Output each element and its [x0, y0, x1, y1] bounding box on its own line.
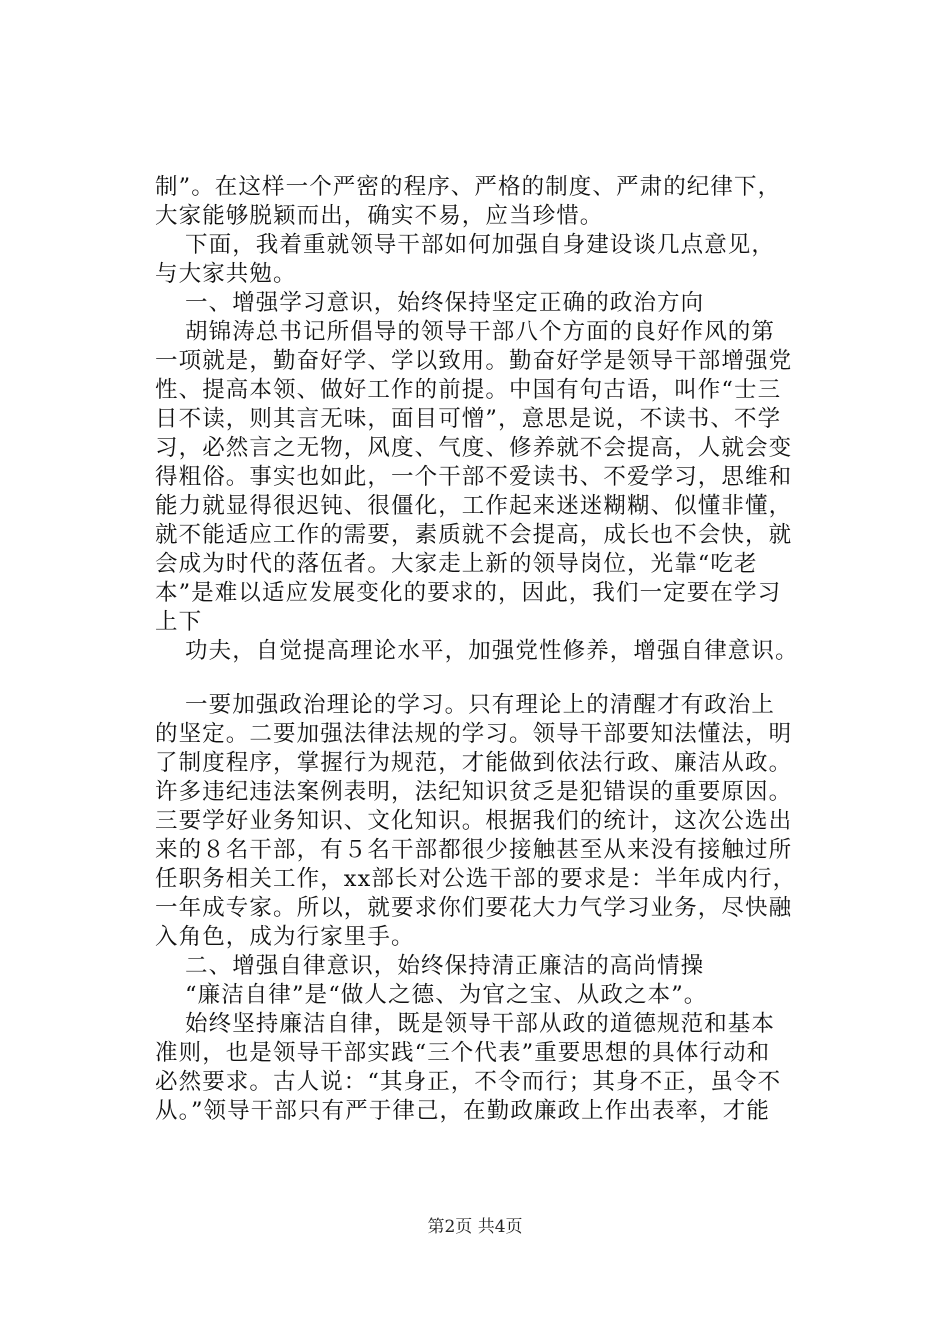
- text-line: 得粗俗。事实也如此，一个干部不爱读书、不爱学习，思维和: [155, 464, 793, 490]
- section-heading: 一、增强学习意识，始终保持坚定正确的政治方向: [185, 290, 705, 316]
- text-line: 准则，也是领导干部实践“三个代表”重要思想的具体行动和: [155, 1040, 771, 1066]
- text-line: 与大家共勉。: [155, 261, 297, 287]
- text-line: 本”是难以适应发展变化的要求的，因此，我们一定要在学习: [155, 580, 782, 606]
- text-line: 制”。在这样一个严密的程序、严格的制度、严肃的纪律下，: [155, 174, 782, 200]
- text-line: 上下: [155, 609, 203, 635]
- text-line: 三要学好业务知识、文化知识。根据我们的统计，这次公选出: [155, 808, 793, 834]
- text-line: 一项就是，勤奋好学、学以致用。勤奋好学是领导干部增强党: [155, 348, 793, 374]
- text-line: 一要加强政治理论的学习。只有理论上的清醒才有政治上: [185, 692, 776, 718]
- page-footer: [0, 1212, 950, 1237]
- text-line: 始终坚持廉洁自律，既是领导干部从政的道德规范和基本: [185, 1011, 776, 1037]
- text-line: 性、提高本领、做好工作的前提。中国有句古语，叫作“士三: [155, 377, 782, 403]
- text-line: 会成为时代的落伍者。大家走上新的领导岗位，光靠“吃老: [155, 551, 758, 577]
- page-indicator: 第2页 共4页: [427, 1217, 523, 1237]
- text-line: 大家能够脱颖而出，确实不易，应当珍惜。: [155, 203, 604, 229]
- text-line: 的坚定。二要加强法律法规的学习。领导干部要知法懂法，明: [155, 721, 793, 747]
- text-line: 入角色，成为行家里手。: [155, 924, 415, 950]
- text-line: 任职务相关工作，xx部长对公选干部的要求是：半年成内行，: [155, 866, 797, 892]
- text-line: 日不读，则其言无味，面目可憎”，意思是说，不读书、不学: [155, 406, 782, 432]
- text-line: 从。”领导干部只有严于律己，在勤政廉政上作出表率，才能: [155, 1098, 770, 1124]
- text-line: 下面，我着重就领导干部如何加强自身建设谈几点意见，: [185, 232, 776, 258]
- text-line: 习，必然言之无物，风度、气度、修养就不会提高，人就会变: [155, 435, 793, 461]
- text-line: “廉洁自律”是“做人之德、为官之宝、从政之本”。: [185, 982, 708, 1008]
- text-line: 功夫，自觉提高理论水平，加强党性修养，增强自律意识。: [185, 638, 799, 664]
- text-line: 就不能适应工作的需要，素质就不会提高，成长也不会快，就: [155, 522, 793, 548]
- text-line: 许多违纪违法案例表明，法纪知识贫乏是犯错误的重要原因。: [155, 779, 793, 805]
- text-line: 能力就显得很迟钝、很僵化，工作起来迷迷糊糊、似懂非懂，: [155, 493, 793, 519]
- text-line: 一年成专家。所以，就要求你们要花大力气学习业务，尽快融: [155, 895, 793, 921]
- text-line: 胡锦涛总书记所倡导的领导干部八个方面的良好作风的第: [185, 319, 776, 345]
- text-line: 必然要求。古人说：“其身正，不令而行；其身不正，虽令不: [155, 1069, 782, 1095]
- section-heading: 二、增强自律意识，始终保持清正廉洁的高尚情操: [185, 953, 705, 979]
- text-line: 了制度程序，掌握行为规范，才能做到依法行政、廉洁从政。: [155, 750, 793, 776]
- document-body: [155, 173, 855, 1126]
- text-line: 来的８名干部，有５名干部都很少接触甚至从来没有接触过所: [155, 837, 793, 863]
